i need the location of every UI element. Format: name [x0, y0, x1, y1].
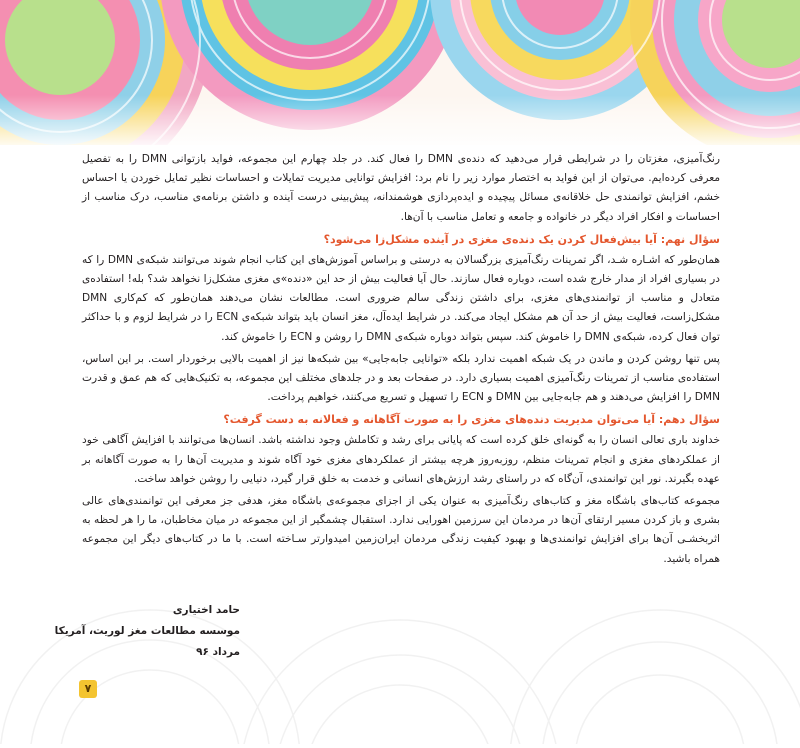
mandala-fade: [0, 95, 800, 150]
author-institute: موسسه مطالعات مغز لوریت، آمریکا: [54, 625, 240, 637]
paragraph-5: مجموعه کتاب‌های باشگاه مغز و کتاب‌های رنگ‌آمیزی به عنوان یکی از اجزای مجموعه‌ی باشگاه مغز، هدفی جز معرفی این توانمندی‌های عالی بشری و باز کردن مسیر ارتقای آن‌ها در مردمان این سرزمین اهورایی ندارد. استقبال چشمگیر از این مجموعه در میان مخاطبان، ما را هر لحظه به اثربخشـی آن‌ها برای افزایش توانمندی‌ها و بهبود کیفیت زندگی مردمان ایران‌زمین امیدوارتر سـاخته است. با ما در کتاب‌های دیگر این مجموعه همراه باشید.: [82, 495, 720, 565]
author-signature: [40, 600, 240, 663]
question-9-heading: سؤال نهم: آیا بیش‌فعال کردن یک دنده‌ی مغزی در آینده مشکل‌زا می‌شود؟: [323, 232, 720, 246]
paragraph-2: همان‌طور که اشـاره شـد، اگر تمرینات رنگ‌آمیزی بزرگسالان به درستی و براساس آموزش‌های این کتاب انجام شوند می‌توانند شبکه‌ی DMN را که در بسیاری افراد از مدار خارج شده است، دوباره فعال سازند. حال آیا فعالیت بیش از حد این «دنده»ی مغزی مشکل‌زا نخواهد شد؟ بله! استفاده‌ی متعادل و مناسب از توانمندی‌های مغزی، برای داشتن زندگی سالم ضروری است. مطالعات نشان می‌دهند همان‌طور که کم‌کاری DMN مشکل‌زاست، فعالیت بیش از حد آن هم مشکل ایجاد می‌کند. در شرایط ایده‌آل، مغز انسان باید بتواند شبکه‌ی ECN را در شرایط لزوم و با حداکثر توان فعال کرده، شبکه‌ی DMN را خاموش کند. سپس بتواند دوباره شبکه‌ی DMN را روشن و ECN را خاموش کند.: [82, 253, 720, 343]
question-10-heading: سؤال دهم: آیا می‌توان مدیریت دنده‌های مغزی را به صورت آگاهانه و فعالانه به دست گرفت؟: [223, 413, 720, 427]
paragraph-1: رنگ‌آمیزی، مغزتان را در شرایطی قرار می‌دهید که دنده‌ی DMN را فعال کند. در جلد چهارم این مجموعه، فواید بازتوانی DMN را به تفصیل معرفی کرده‌ایم. می‌توان از این فواید به اختصار موارد زیر را نام برد: افزایش توانایی مدیریت تمایلات و احساسات نظیر تمایل خوردن یا احساس خشم، افزایش توانمندی حل خلاقانه‌ی مسائل پیچیده و ایده‌پردازی هوشمندانه، پیش‌بینی درست آینده و داشتن برنامه‌ی مناسب، درک مناسب از احساسات و افکار افراد دیگر در خانواده و جامعه و تعامل مناسب با آن‌ها.: [82, 153, 720, 223]
paragraph-4: خداوند باری تعالی انسان را به گونه‌ای خلق کرده است که پایانی برای رشد و تکاملش وجود نداشته باشد. انسان‌ها می‌توانند با افزایش آگاهی خود از عملکردهای مغزی و انجام تمرینات منظم، روزبه‌روز هرچه بیشتر از عملکردهای مغزی خود آگاه شوند و مدیریت آن‌ها را به صورت آگاهانه بر عهده بگیرند. نور این توانمندی، آن‌گاه که در راستای رشد ارزش‌های انسانی و خدمت به خلق قرار گیرد، دنیایی را روشن خواهد ساخت.: [82, 434, 720, 485]
author-name: حامد اختیاری: [172, 604, 240, 616]
paragraph-3: پس تنها روشن کردن و ماندن در یک شبکه اهمیت ندارد بلکه «توانایی جابه‌جایی» بین شبکه‌ها نیز از اهمیت بالایی برخوردار است. بر این اساس، استفاده‌ی مناسب از تمرینات رنگ‌آمیزی اهمیت بسیاری دارد. در صفحات بعد و در جلدهای مختلف این مجموعه، به تکنیک‌هایی که هم عمق و قدرت DMN را افزایش می‌دهند و هم جابه‌جایی بین DMN و ECN را تسهیل و تسریع می‌کنند، خواهیم پرداخت.: [82, 352, 720, 404]
signature-date: مرداد ۹۶: [196, 646, 240, 658]
page-number: ۷: [79, 680, 97, 698]
article-body: [82, 150, 720, 572]
